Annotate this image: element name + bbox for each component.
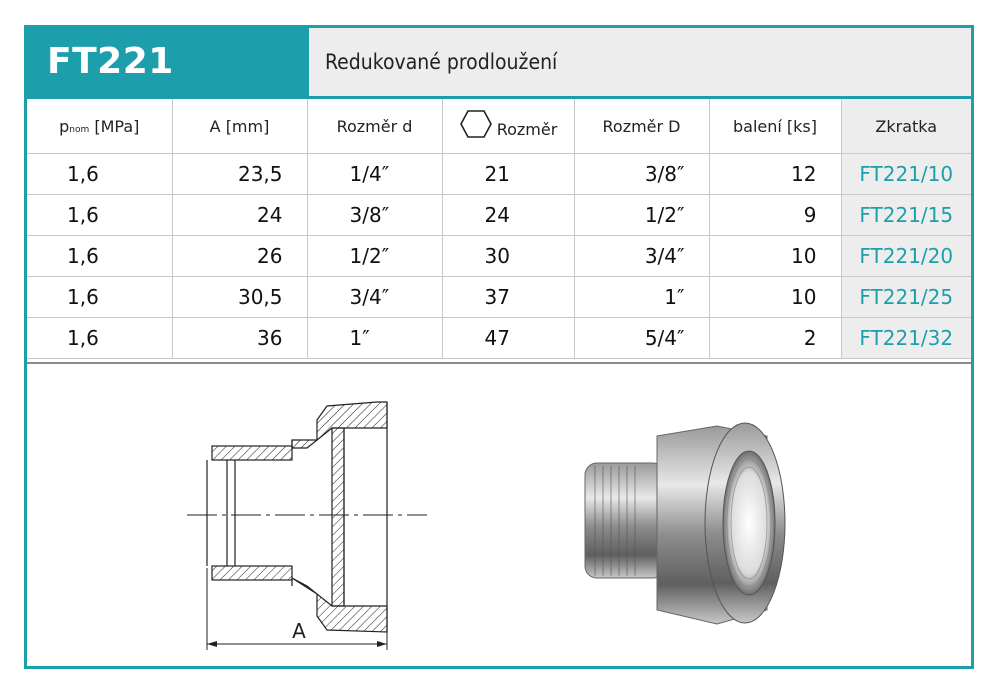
cell-pnom: 1,6 [27, 154, 172, 195]
cell-pack: 10 [709, 236, 841, 277]
table-row [27, 236, 971, 277]
cell-pnom: 1,6 [27, 195, 172, 236]
cell-size-D: 1″ [574, 277, 709, 318]
table-header-row [27, 99, 971, 154]
cell-hex: 21 [442, 154, 574, 195]
col-pnom [27, 99, 172, 154]
pnom-unit: [MPa] [89, 116, 140, 136]
cell-abbr: FT221/10 [841, 154, 971, 195]
col-a: A [mm] [172, 99, 307, 154]
cell-a: 23,5 [172, 154, 307, 195]
cell-pnom: 1,6 [27, 318, 172, 359]
col-hex [442, 99, 574, 154]
cell-size-D: 3/4″ [574, 236, 709, 277]
spec-table [27, 99, 971, 359]
col-size-d: Rozměr d [307, 99, 442, 154]
cell-pnom: 1,6 [27, 236, 172, 277]
table-row [27, 154, 971, 195]
cell-hex: 30 [442, 236, 574, 277]
pnom-subscript: nom [69, 124, 90, 135]
table-bottom-divider [27, 362, 971, 364]
cell-pack: 10 [709, 277, 841, 318]
technical-drawing [177, 368, 437, 663]
cell-hex: 24 [442, 195, 574, 236]
col-size-D: Rozměr D [574, 99, 709, 154]
cell-pnom: 1,6 [27, 277, 172, 318]
cell-a: 24 [172, 195, 307, 236]
product-photo [577, 388, 787, 648]
cell-pack: 2 [709, 318, 841, 359]
cell-size-d: 3/8″ [307, 195, 442, 236]
cell-pack: 12 [709, 154, 841, 195]
cell-size-d: 1/4″ [307, 154, 442, 195]
dimension-a-label: A [292, 619, 306, 643]
col-pack: balení [ks] [709, 99, 841, 154]
col-abbr: Zkratka [841, 99, 971, 154]
pnom-label: p [59, 116, 70, 136]
cell-abbr: FT221/15 [841, 195, 971, 236]
cell-a: 30,5 [172, 277, 307, 318]
cell-abbr: FT221/32 [841, 318, 971, 359]
hex-label: Rozměr [496, 120, 558, 139]
cell-size-D: 3/8″ [574, 154, 709, 195]
cell-abbr: FT221/20 [841, 236, 971, 277]
cell-a: 36 [172, 318, 307, 359]
cell-size-d: 1/2″ [307, 236, 442, 277]
cell-size-d: 3/4″ [307, 277, 442, 318]
cell-abbr: FT221/25 [841, 277, 971, 318]
table-row [27, 277, 971, 318]
cell-size-D: 5/4″ [574, 318, 709, 359]
cell-pack: 9 [709, 195, 841, 236]
hexagon-icon [459, 109, 493, 139]
product-name: Redukované prodloužení [309, 28, 971, 96]
table-row [27, 318, 971, 359]
table-row [27, 195, 971, 236]
cell-hex: 37 [442, 277, 574, 318]
product-code: FT221 [27, 28, 309, 96]
cell-size-d: 1″ [307, 318, 442, 359]
cell-size-D: 1/2″ [574, 195, 709, 236]
product-sheet [24, 25, 974, 669]
cell-hex: 47 [442, 318, 574, 359]
cell-a: 26 [172, 236, 307, 277]
